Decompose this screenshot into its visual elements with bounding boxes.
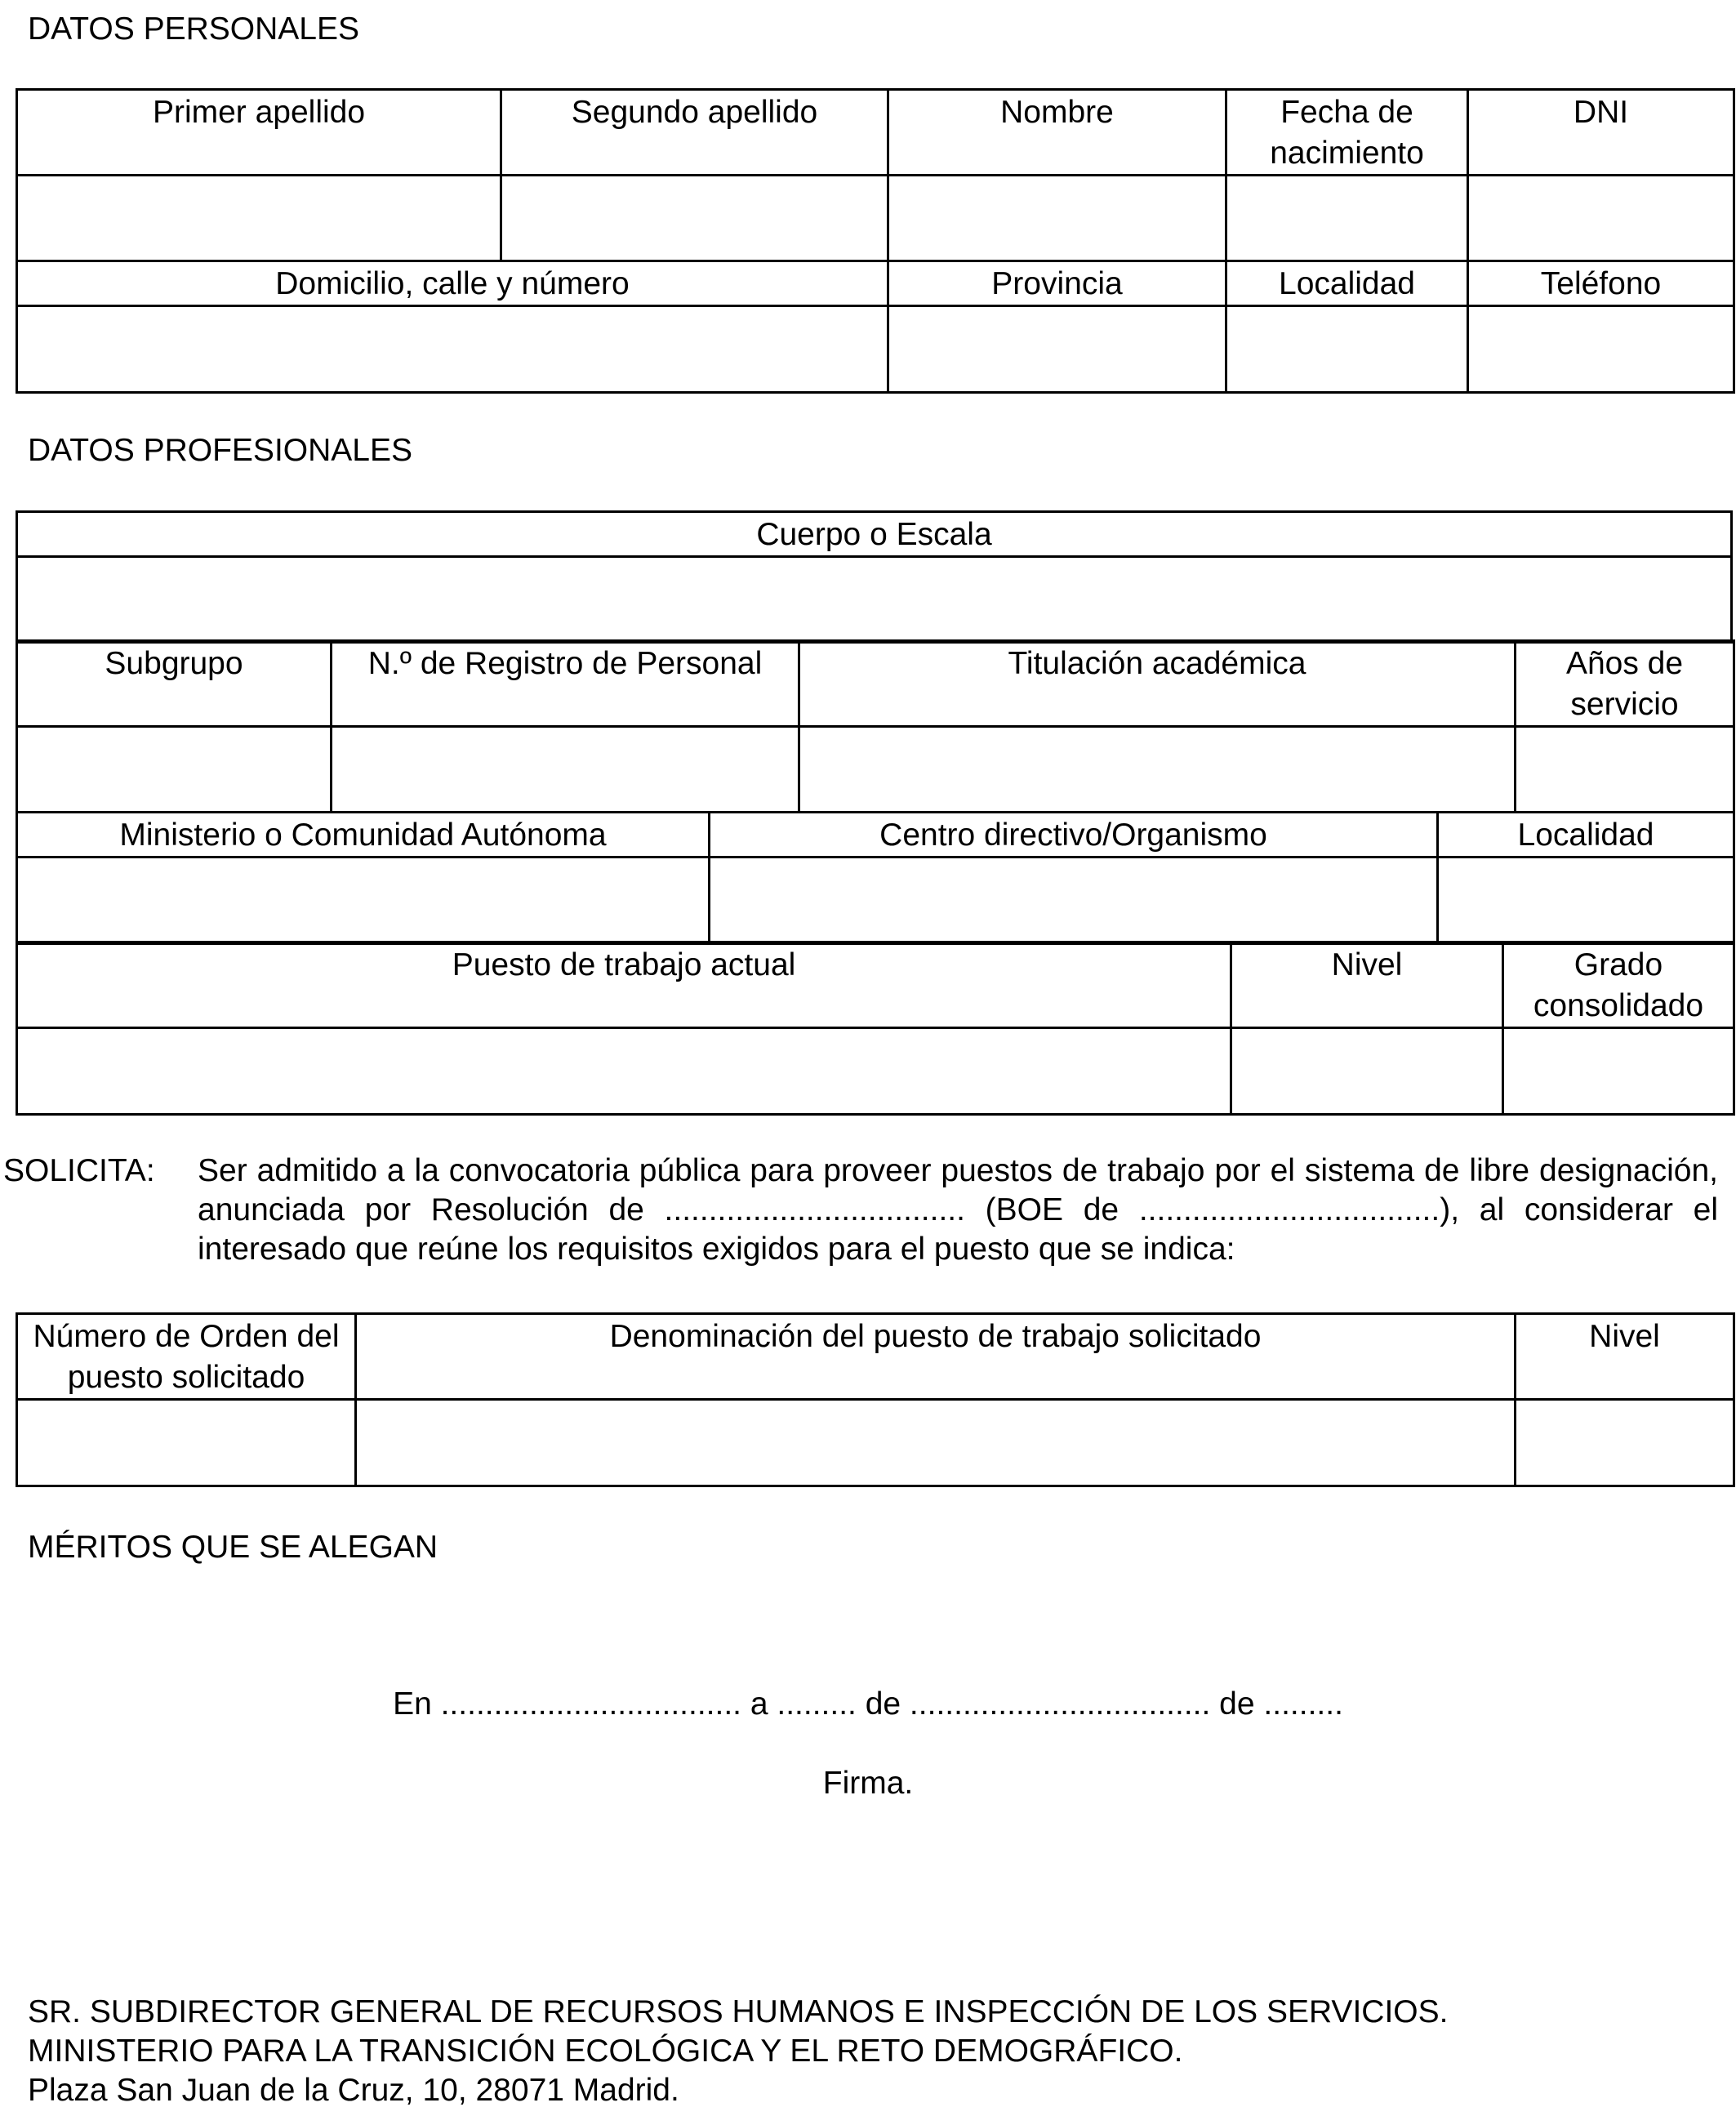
header-numero-orden: Número de Orden del puesto solicitado bbox=[17, 1314, 356, 1400]
field-domicilio[interactable] bbox=[17, 306, 888, 393]
header-centro-directivo: Centro directivo/Organismo bbox=[710, 813, 1438, 858]
field-denominacion-puesto[interactable] bbox=[356, 1400, 1516, 1486]
addressee-line-3: Plaza San Juan de la Cruz, 10, 28071 Madrid. bbox=[28, 2073, 679, 2108]
field-fecha-nacimiento[interactable] bbox=[1226, 176, 1468, 261]
field-segundo-apellido[interactable] bbox=[501, 176, 888, 261]
field-localidad-profesional[interactable] bbox=[1438, 858, 1734, 944]
signature-label-text: Firma. bbox=[822, 1766, 914, 1801]
header-cuerpo-escala: Cuerpo o Escala bbox=[17, 512, 1732, 557]
header-subgrupo: Subgrupo bbox=[17, 641, 332, 727]
solicita-label: SOLICITA: bbox=[3, 1153, 155, 1188]
ministerio-table bbox=[16, 811, 1735, 945]
header-grado-consolidado: Grado consolidado bbox=[1503, 942, 1734, 1028]
addressee-line-2: MINISTERIO PARA LA TRANSICIÓN ECOLÓGICA Y EL RETO DEMOGRÁFICO. bbox=[28, 2034, 1183, 2069]
field-ministerio[interactable] bbox=[17, 858, 710, 944]
date-line bbox=[0, 1685, 1736, 1724]
header-localidad-profesional: Localidad bbox=[1438, 813, 1734, 858]
cuerpo-escala-table bbox=[16, 510, 1733, 644]
header-titulacion: Titulación académica bbox=[799, 641, 1516, 727]
subgrupo-table bbox=[16, 639, 1735, 813]
field-registro-personal[interactable] bbox=[332, 727, 799, 813]
field-nivel-actual[interactable] bbox=[1231, 1028, 1503, 1115]
field-anos-servicio[interactable] bbox=[1516, 727, 1734, 813]
header-ministerio: Ministerio o Comunidad Autónoma bbox=[17, 813, 710, 858]
header-segundo-apellido: Segundo apellido bbox=[501, 90, 888, 176]
header-localidad: Localidad bbox=[1226, 261, 1468, 306]
addressee-line-1: SR. SUBDIRECTOR GENERAL DE RECURSOS HUMANOS E INSPECCIÓN DE LOS SERVICIOS. bbox=[28, 1994, 1449, 2029]
solicita-text: Ser admitido a la convocatoria pública para proveer puestos de trabajo por el sistema de libre designación, anunciada por Resolución de .................................. (BOE de ..................................), al considerar el interesado que reúne los requisitos exigidos para el puesto que se indica: bbox=[198, 1153, 1718, 1267]
field-centro-directivo[interactable] bbox=[710, 858, 1438, 944]
field-titulacion[interactable] bbox=[799, 727, 1516, 813]
field-nivel-solicitado[interactable] bbox=[1516, 1400, 1734, 1486]
field-numero-orden[interactable] bbox=[17, 1400, 356, 1486]
header-telefono: Teléfono bbox=[1468, 261, 1734, 306]
puesto-actual-table bbox=[16, 941, 1735, 1116]
section-heading-datos-personales: DATOS PERSONALES bbox=[28, 11, 360, 47]
field-provincia[interactable] bbox=[888, 306, 1226, 393]
signature-label bbox=[0, 1764, 1736, 1803]
header-registro-personal: N.º de Registro de Personal bbox=[332, 641, 799, 727]
header-nombre: Nombre bbox=[888, 90, 1226, 176]
field-puesto-actual[interactable] bbox=[17, 1028, 1231, 1115]
header-denominacion-puesto: Denominación del puesto de trabajo solicitado bbox=[356, 1314, 1516, 1400]
field-grado-consolidado[interactable] bbox=[1503, 1028, 1734, 1115]
field-telefono[interactable] bbox=[1468, 306, 1734, 393]
section-heading-datos-profesionales: DATOS PROFESIONALES bbox=[28, 433, 413, 468]
date-line-text: En .................................. a ......... de .................................. de ......... bbox=[393, 1686, 1343, 1722]
field-primer-apellido[interactable] bbox=[17, 176, 501, 261]
header-anos-servicio: Años de servicio bbox=[1516, 641, 1734, 727]
header-nivel-solicitado: Nivel bbox=[1516, 1314, 1734, 1400]
field-subgrupo[interactable] bbox=[17, 727, 332, 813]
header-provincia: Provincia bbox=[888, 261, 1226, 306]
header-domicilio: Domicilio, calle y número bbox=[17, 261, 888, 306]
section-heading-meritos: MÉRITOS QUE SE ALEGAN bbox=[28, 1530, 438, 1565]
field-localidad[interactable] bbox=[1226, 306, 1468, 393]
field-dni[interactable] bbox=[1468, 176, 1734, 261]
header-dni: DNI bbox=[1468, 90, 1734, 176]
puesto-solicitado-table bbox=[16, 1312, 1735, 1487]
header-primer-apellido: Primer apellido bbox=[17, 90, 501, 176]
datos-personales-table bbox=[16, 88, 1735, 394]
field-nombre[interactable] bbox=[888, 176, 1226, 261]
header-fecha-nacimiento: Fecha de nacimiento bbox=[1226, 90, 1468, 176]
field-cuerpo-escala[interactable] bbox=[17, 557, 1732, 643]
header-nivel-actual: Nivel bbox=[1231, 942, 1503, 1028]
header-puesto-actual: Puesto de trabajo actual bbox=[17, 942, 1231, 1028]
addressee-block bbox=[28, 1993, 1448, 2110]
